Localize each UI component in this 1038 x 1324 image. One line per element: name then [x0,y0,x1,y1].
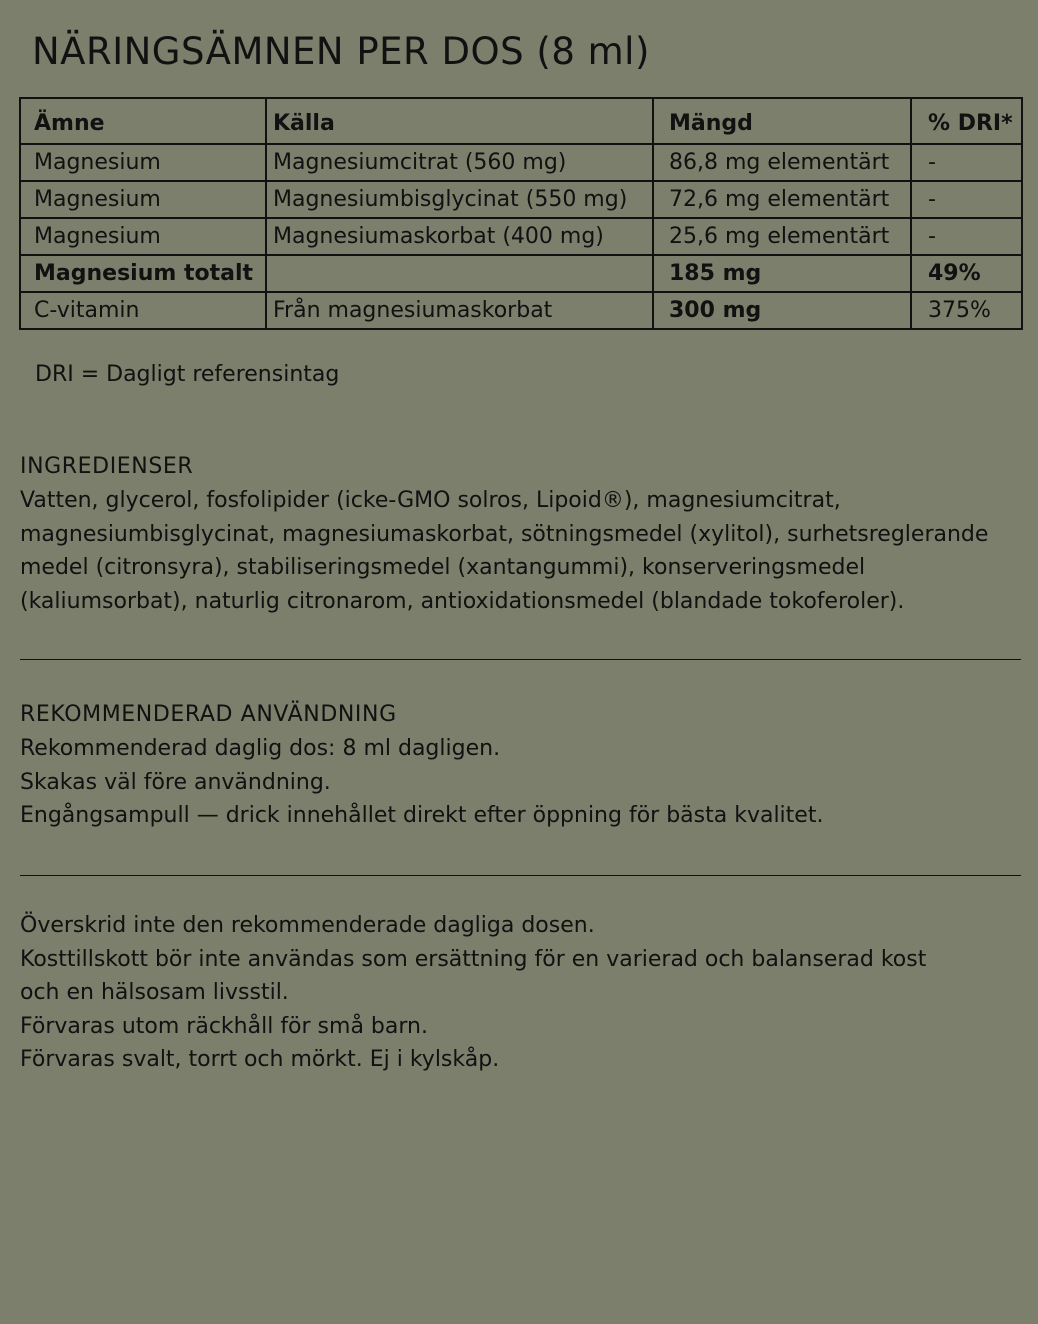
cell-substance: Magnesium [20,218,266,255]
cell-amount: 185 mg [653,255,911,292]
cell-substance: C-vitamin [20,292,266,329]
ingredients-line: (kaliumsorbat), naturlig citronarom, antioxidationsmedel (blandade tokoferoler). [20,588,905,614]
cell-source: Från magnesiumaskorbat [266,292,653,329]
usage-heading: REKOMMENDERAD ANVÄNDNING [20,702,397,727]
cell-source: Magnesiumbisglycinat (550 mg) [266,181,653,218]
cell-substance: Magnesium [20,181,266,218]
cell-substance: Magnesium [20,144,266,181]
cell-dri: - [911,181,1022,218]
usage-text [20,732,823,833]
nutrient-table [19,97,1023,330]
section-divider [20,659,1021,660]
cell-dri: - [911,218,1022,255]
cell-amount: 300 mg [653,292,911,329]
cell-source [266,255,653,292]
cell-dri: 375% [911,292,1022,329]
usage-line: Engångsampull — drick innehållet direkt efter öppning för bästa kvalitet. [20,803,824,828]
warning-line: Överskrid inte den rekommenderade dagliga dosen. [20,913,595,938]
table-row [20,181,1022,218]
usage-line: Skakas väl före användning. [20,769,331,795]
cell-source: Magnesiumaskorbat (400 mg) [266,218,653,255]
warnings-text [20,909,926,1077]
header-amount: Mängd [653,98,911,144]
cell-amount: 86,8 mg elementärt [653,144,911,181]
dri-footnote: DRI = Dagligt referensintag [35,362,340,387]
table-row-total [20,255,1022,292]
warning-line: och en hälsosam livsstil. [20,980,289,1005]
header-substance: Ämne [20,98,266,144]
warning-line: Förvaras svalt, torrt och mörkt. Ej i kylskåp. [20,1047,500,1072]
ingredients-line: medel (citronsyra), stabiliseringsmedel (xantangummi), konserveringsmedel [20,555,866,580]
warning-line: Förvaras utom räckhåll för små barn. [20,1013,428,1039]
table-row [20,218,1022,255]
ingredients-heading: INGREDIENSER [20,454,194,479]
cell-amount: 72,6 mg elementärt [653,181,911,218]
table-header-row [20,98,1022,144]
ingredients-line: magnesiumbisglycinat, magnesiumaskorbat, sötningsmedel (xylitol), surhetsreglerande [20,521,989,547]
page-title: NÄRINGSÄMNEN PER DOS (8 ml) [32,30,650,73]
header-dri: % DRI* [911,98,1022,144]
cell-source: Magnesiumcitrat (560 mg) [266,144,653,181]
usage-line: Rekommenderad daglig dos: 8 ml dagligen. [20,736,501,761]
cell-dri: - [911,144,1022,181]
ingredients-text [20,484,988,618]
warning-line: Kosttillskott bör inte användas som ersättning för en varierad och balanserad kost [20,946,927,972]
table-row [20,292,1022,329]
cell-dri: 49% [911,255,1022,292]
cell-amount: 25,6 mg elementärt [653,218,911,255]
table-row [20,144,1022,181]
ingredients-line: Vatten, glycerol, fosfolipider (icke-GMO solros, Lipoid®), magnesiumcitrat, [20,488,841,513]
header-source: Källa [266,98,653,144]
cell-substance: Magnesium totalt [20,255,266,292]
section-divider [20,875,1021,876]
